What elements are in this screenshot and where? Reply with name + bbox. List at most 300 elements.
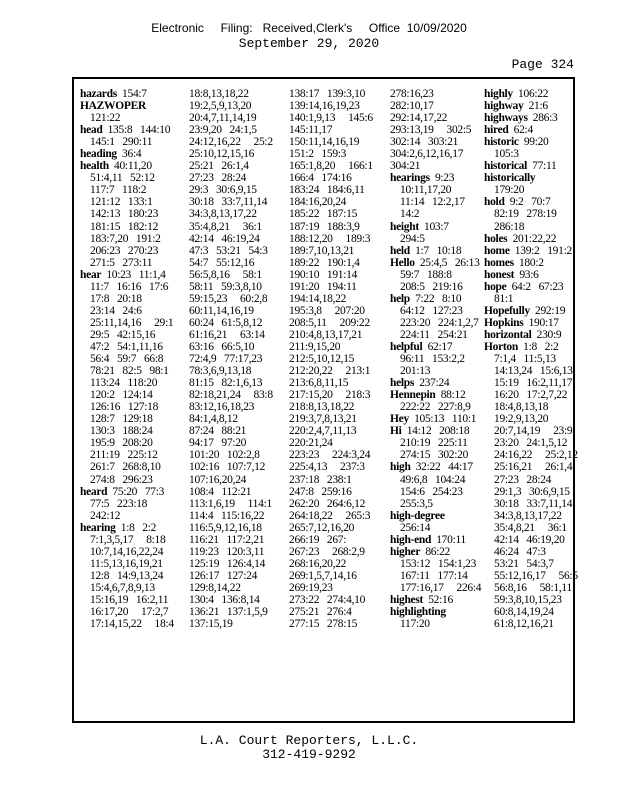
index-term: hearings (390, 172, 430, 185)
page-references: 84:1,4,8,12 (189, 413, 238, 426)
page-references: 128:7 129:18 (90, 413, 153, 426)
page-references: 142:13 180:23 (90, 208, 159, 221)
page-references: 208:5 219:16 (400, 280, 463, 293)
page-references: 181:15 182:12 (90, 220, 159, 233)
index-continuation (390, 305, 481, 317)
index-continuation (289, 124, 373, 136)
index-continuation (189, 317, 273, 329)
page-references: 25:11,14,16 29:1 (90, 316, 174, 329)
index-continuation (289, 245, 373, 257)
index-continuation (484, 570, 578, 582)
index-term: highway (484, 100, 524, 113)
index-continuation (189, 160, 273, 172)
index-continuation (189, 293, 273, 305)
index-continuation (189, 510, 273, 522)
index-continuation (390, 160, 481, 172)
index-entry (484, 124, 578, 136)
index-continuation (289, 208, 373, 220)
index-entry (484, 136, 578, 148)
page-references: 185:22 187:15 (289, 208, 358, 221)
index-column-4 (390, 88, 481, 630)
page-references: 212:20,22 213:1 (289, 365, 371, 378)
page-references: 27:23 28:24 (189, 172, 247, 185)
page-references: 36:4 (122, 148, 142, 161)
page-references: 170:11 (436, 533, 466, 546)
index-continuation (80, 365, 174, 377)
index-continuation (390, 486, 481, 498)
page-references: 19:2,9,13,20 (494, 413, 549, 426)
index-continuation (80, 245, 174, 257)
page-references: 119:23 120:3,11 (189, 545, 265, 558)
page-references: 59:7 188:8 (400, 268, 452, 281)
page-references: 294:5 (400, 232, 425, 245)
page-references: 10:7,14,16,22,24 (90, 545, 164, 558)
index-continuation (80, 413, 174, 425)
page-references: 154:7 (122, 88, 147, 100)
index-continuation (80, 305, 174, 317)
index-continuation (189, 245, 273, 257)
index-continuation (289, 329, 373, 341)
index-entry (390, 245, 481, 257)
index-continuation (289, 281, 373, 293)
index-term: helpful (390, 340, 423, 353)
page-references: 180:2 (518, 256, 544, 269)
footer-phone: 312-419-9292 (262, 747, 356, 762)
page-references: 107:16,20,24 (189, 473, 247, 486)
index-continuation (189, 88, 273, 100)
page-references: 9:2 70:7 (509, 196, 551, 209)
page-references: 11:7 16:16 17:6 (90, 280, 169, 293)
index-entry (80, 88, 174, 100)
page-references: 282:10,17 (390, 100, 434, 113)
index-continuation (289, 257, 373, 269)
index-entry (390, 425, 481, 437)
index-term: highly (484, 88, 513, 100)
index-continuation (80, 425, 174, 437)
page-references: 14:13,24 15:6,13 (494, 365, 573, 378)
page-references: 77:5 223:18 (90, 497, 148, 510)
page-references: 242:12 (90, 509, 121, 522)
index-term: highlighting (390, 606, 446, 619)
page-references: 12:8 14:9,13,24 (90, 569, 164, 582)
page-references: 265:7,12,16,20 (289, 521, 355, 534)
page-references: 105:3 (494, 148, 519, 161)
page-references: 223:20 224:1,2,7 (400, 316, 479, 329)
page-references: 188:12,20 189:3 (289, 232, 371, 245)
page-references: 208:5,11 209:22 (289, 316, 370, 329)
index-continuation (289, 172, 373, 184)
page-references: 154:6 254:23 (400, 485, 463, 498)
page-references: 9:23 (434, 172, 455, 185)
page-references: 17:14,15,22 18:4 (90, 618, 174, 631)
index-continuation (390, 353, 481, 365)
index-continuation (289, 474, 373, 486)
index-continuation (289, 546, 373, 558)
page-references: 102:16 107:7,12 (189, 461, 266, 474)
page-references: 150:11,14,16,19 (289, 136, 360, 149)
index-term: honest (484, 268, 515, 281)
page-references: 64:12 127:23 (400, 304, 463, 317)
index-continuation (484, 546, 578, 558)
index-continuation (189, 486, 273, 498)
index-continuation (289, 486, 373, 498)
index-term: historically (484, 172, 536, 185)
page-references: 47:2 54:1,11,16 (90, 340, 163, 353)
index-continuation (80, 353, 174, 365)
page-references: 125:19 126:4,14 (189, 557, 266, 570)
index-continuation (80, 582, 174, 594)
page-references: 286:18 (494, 220, 525, 233)
index-continuation (390, 136, 481, 148)
page-references: 274:15 302:20 (400, 449, 469, 462)
index-entry (484, 112, 578, 124)
page-references: 266:19 267: (289, 533, 347, 546)
index-continuation (484, 293, 578, 305)
index-continuation (189, 100, 273, 112)
page-references: 165:1,8,20 166:1 (289, 160, 373, 173)
index-term: hear (80, 268, 102, 281)
index-continuation (484, 437, 578, 449)
index-entry (484, 257, 578, 269)
index-continuation (189, 341, 273, 353)
index-continuation (289, 449, 373, 461)
page-references: 7:1,4 11:5,13 (494, 353, 556, 366)
index-entry (390, 546, 481, 558)
index-continuation (189, 136, 273, 148)
index-continuation (484, 594, 578, 606)
index-continuation (189, 401, 273, 413)
page-references: 191:20 194:11 (289, 280, 357, 293)
page-references: 30:18 33:7,11,14 (189, 196, 268, 209)
page-references: 34:3,8,13,17,22 (189, 208, 257, 221)
page-references: 23:9,20 24:1,5 (189, 124, 257, 137)
index-continuation (189, 582, 273, 594)
page-references: 23:14 24:6 (90, 304, 142, 317)
index-entry (484, 160, 578, 172)
page-references: 55:12,16,17 56:5 (494, 569, 578, 582)
index-entry (484, 172, 578, 184)
index-continuation (80, 257, 174, 269)
index-continuation (390, 329, 481, 341)
page-references: 211:19 225:12 (90, 449, 158, 462)
index-continuation (189, 425, 273, 437)
page-references: 211:9,15,20 (289, 340, 341, 353)
index-continuation (289, 221, 373, 233)
index-continuation (390, 281, 481, 293)
page-references: 49:6,8 104:24 (400, 473, 466, 486)
page-references: 184:16,20,24 (289, 196, 347, 209)
index-entry (484, 88, 578, 100)
index-continuation (80, 136, 174, 148)
index-continuation (80, 317, 174, 329)
index-continuation (189, 184, 273, 196)
index-term: home (484, 244, 510, 257)
index-continuation (484, 184, 578, 196)
index-continuation (289, 618, 373, 630)
index-term: helps (390, 377, 415, 390)
index-continuation (484, 353, 578, 365)
page-references: 120:2 124:14 (90, 389, 153, 402)
index-continuation (289, 341, 373, 353)
index-continuation (289, 88, 373, 100)
page-references: 151:2 159:3 (289, 148, 347, 161)
page-references: 126:17 127:24 (189, 569, 258, 582)
index-continuation (390, 401, 481, 413)
index-continuation (80, 558, 174, 570)
page-references: 61:8,12,16,21 (494, 618, 554, 631)
index-entry (484, 341, 578, 353)
page-references: 190:10 191:14 (289, 268, 358, 281)
index-entry (484, 329, 578, 341)
index-continuation (189, 474, 273, 486)
filing-stamp: Electronic Filing: Received,Clerk's Office 10/09/2020 (151, 21, 467, 35)
page-references: 224:11 254:21 (400, 328, 468, 341)
index-term: Hi (390, 425, 402, 438)
index-continuation (390, 269, 481, 281)
page-references: 220:21,24 (289, 437, 333, 450)
page-references: 117:7 118:2 (90, 184, 147, 197)
index-entry (390, 257, 481, 269)
index-continuation (289, 196, 373, 208)
index-continuation (390, 184, 481, 196)
index-continuation (189, 281, 273, 293)
page-references: 46:24 47:3 (494, 545, 546, 558)
page-references: 14:2 (400, 208, 420, 221)
index-continuation (289, 293, 373, 305)
index-entry (484, 317, 578, 329)
filing-date: September 29, 2020 (238, 36, 380, 51)
index-continuation (80, 461, 174, 473)
page-references: 247:8 259:16 (289, 485, 352, 498)
index-continuation (80, 233, 174, 245)
index-continuation (484, 618, 578, 630)
index-continuation (80, 606, 174, 618)
page-references: 116:21 117:2,21 (189, 533, 265, 546)
page-references: 81:15 82:1,6,13 (189, 377, 263, 390)
index-continuation (484, 401, 578, 413)
page-references: 63:16 66:5,10 (189, 340, 255, 353)
page-references: 25:10,12,15,16 (189, 148, 255, 161)
page-references: 105:13 110:1 (414, 413, 477, 426)
index-box (72, 77, 578, 723)
page-references: 114:4 115:16,22 (189, 509, 265, 522)
index-continuation (484, 425, 578, 437)
page-references: 62:17 (427, 340, 453, 353)
index-continuation (189, 570, 273, 582)
page-references: 262:20 264:6,12 (289, 497, 366, 510)
index-continuation (80, 221, 174, 233)
index-continuation (189, 498, 273, 510)
page-references: 190:17 (528, 316, 559, 329)
index-term: hold (484, 196, 505, 209)
page-references: 220:2,4,7,11,13 (289, 425, 357, 438)
index-term: historic (484, 136, 519, 149)
index-continuation (80, 196, 174, 208)
index-entry (390, 606, 481, 618)
page-references: 14:12 208:18 (406, 425, 470, 438)
index-column-1 (80, 88, 174, 630)
page-references: 23:20 24:1,5,12 (494, 437, 568, 450)
page-references: 129:8,14,22 (189, 581, 241, 594)
index-continuation (189, 257, 273, 269)
index-continuation (80, 112, 174, 124)
index-continuation (390, 437, 481, 449)
page-references: 137:15,19 (189, 618, 233, 631)
index-term: HAZWOPER (80, 100, 146, 113)
index-continuation (484, 221, 578, 233)
index-continuation (189, 413, 273, 425)
page-references: 25:16,21 26:1,4 (494, 461, 573, 474)
index-entry (390, 461, 481, 473)
page-references: 82:18,21,24 83:8 (189, 389, 273, 402)
index-term: health (80, 160, 109, 173)
page-references: 94:17 97:20 (189, 437, 247, 450)
page-references: 140:1,9,13 145:6 (289, 112, 373, 125)
index-term: help (390, 292, 410, 305)
page-references: 56:8,16 58:1,11 (494, 581, 572, 594)
index-continuation (484, 461, 578, 473)
index-entry (390, 377, 481, 389)
page-references: 83:12,16,18,23 (189, 401, 255, 414)
page-references: 24:16,22 25:2,12 (494, 449, 578, 462)
index-term: high (390, 461, 411, 474)
page-references: 1:8 2:2 (523, 340, 559, 353)
page-references: 64:2 67:23 (511, 280, 564, 293)
index-term: Horton (484, 340, 518, 353)
index-continuation (189, 329, 273, 341)
page-references: 25:21 26:1,4 (189, 160, 249, 173)
page-references: 237:18 238:1 (289, 473, 352, 486)
page-references: 177:16,17 226:4 (400, 581, 482, 594)
index-entry (484, 245, 578, 257)
page-references: 25:4,5 26:13 (419, 256, 480, 269)
page-references: 286:3 (532, 112, 558, 125)
page-references: 261:7 268:8,10 (90, 461, 161, 474)
page-references: 18:8,13,18,22 (189, 88, 249, 100)
page-references: 117:20 (400, 618, 430, 631)
index-continuation (390, 498, 481, 510)
index-continuation (189, 353, 273, 365)
page-references: 237:24 (419, 377, 450, 390)
index-continuation (189, 233, 273, 245)
index-term: Hey (390, 413, 409, 426)
index-entry (484, 100, 578, 112)
index-term: heading (80, 148, 117, 161)
index-continuation (289, 233, 373, 245)
page-references: 183:24 184:6,11 (289, 184, 365, 197)
page-references: 58:11 59:3,8,10 (189, 280, 262, 293)
index-continuation (289, 317, 373, 329)
index-continuation (289, 606, 373, 618)
page-references: 304:2,6,12,16,17 (390, 148, 464, 161)
index-entry (390, 221, 481, 233)
page-references: 59:15,23 60:2,8 (189, 292, 268, 305)
page-references: 135:8 144:10 (107, 124, 171, 137)
index-continuation (189, 606, 273, 618)
index-continuation (484, 582, 578, 594)
index-continuation (484, 208, 578, 220)
page-references: 20:4,7,11,14,19 (189, 112, 257, 125)
page-references: 130:3 188:24 (90, 425, 153, 438)
page-references: 30:18 33:7,11,14 (494, 497, 573, 510)
page-references: 77:11 (532, 160, 557, 173)
page-references: 32:22 44:17 (415, 461, 473, 474)
index-continuation (80, 546, 174, 558)
page-references: 179:20 (494, 184, 525, 197)
page-references: 11:5,13,16,19,21 (90, 557, 163, 570)
page-references: 275:21 276:4 (289, 606, 352, 619)
index-term: high-degree (390, 509, 445, 522)
page-references: 10:23 11:1,4 (106, 268, 166, 281)
index-continuation (289, 305, 373, 317)
index-continuation (289, 365, 373, 377)
index-entry (390, 413, 481, 425)
index-term: high-end (390, 533, 432, 546)
index-term: hope (484, 280, 507, 293)
page-references: 47:3 53:21 54:3 (189, 244, 268, 257)
index-continuation (390, 112, 481, 124)
page-references: 72:4,9 77:17,23 (189, 353, 263, 366)
page-references: 230:9 (536, 328, 562, 341)
index-term: homes (484, 256, 514, 269)
index-continuation (289, 498, 373, 510)
index-continuation (484, 389, 578, 401)
index-continuation (484, 558, 578, 570)
page-references: 222:22 227:8,9 (400, 401, 471, 414)
page-references: 52:16 (428, 593, 453, 606)
index-term: hazards (80, 88, 117, 100)
index-continuation (289, 582, 373, 594)
index-continuation (80, 184, 174, 196)
page-references: 96:11 153:2,2 (400, 353, 465, 366)
index-continuation (390, 233, 481, 245)
index-term: higher (390, 545, 421, 558)
index-continuation (80, 449, 174, 461)
page-references: 11:14 12:2,17 (400, 196, 465, 209)
index-entry (80, 269, 174, 281)
page-references: 56:4 59:7 66:8 (90, 353, 164, 366)
page-references: 53:21 54:3,7 (494, 557, 554, 570)
index-term: height (390, 220, 419, 233)
page-references: 54:7 55:12,16 (189, 256, 255, 269)
page-references: 213:6,8,11,15 (289, 377, 349, 390)
page-references: 267:23 268:2,9 (289, 545, 365, 558)
page-references: 60:8,14,19,24 (494, 606, 554, 619)
page-references: 126:16 127:18 (90, 401, 159, 414)
page-references: 81:1 (494, 292, 514, 305)
index-continuation (289, 377, 373, 389)
page-references: 145:1 290:11 (90, 136, 153, 149)
index-continuation (484, 522, 578, 534)
page-references: 62:4 (513, 124, 533, 137)
page-references: 24:12,16,22 25:2 (189, 136, 273, 149)
index-continuation (189, 305, 273, 317)
page-references: 130:4 136:8,14 (189, 593, 260, 606)
page-references: 269:1,5,7,14,16 (289, 569, 357, 582)
index-continuation (390, 88, 481, 100)
index-term: holes (484, 232, 508, 245)
index-continuation (189, 534, 273, 546)
index-entry (80, 148, 174, 160)
index-continuation (289, 401, 373, 413)
index-continuation (390, 582, 481, 594)
index-continuation (390, 365, 481, 377)
index-continuation (189, 449, 273, 461)
page-references: 1:7 10:18 (415, 244, 462, 257)
page-references: 60:11,14,16,19 (189, 304, 254, 317)
index-continuation (484, 606, 578, 618)
page-references: 166:4 174:16 (289, 172, 352, 185)
